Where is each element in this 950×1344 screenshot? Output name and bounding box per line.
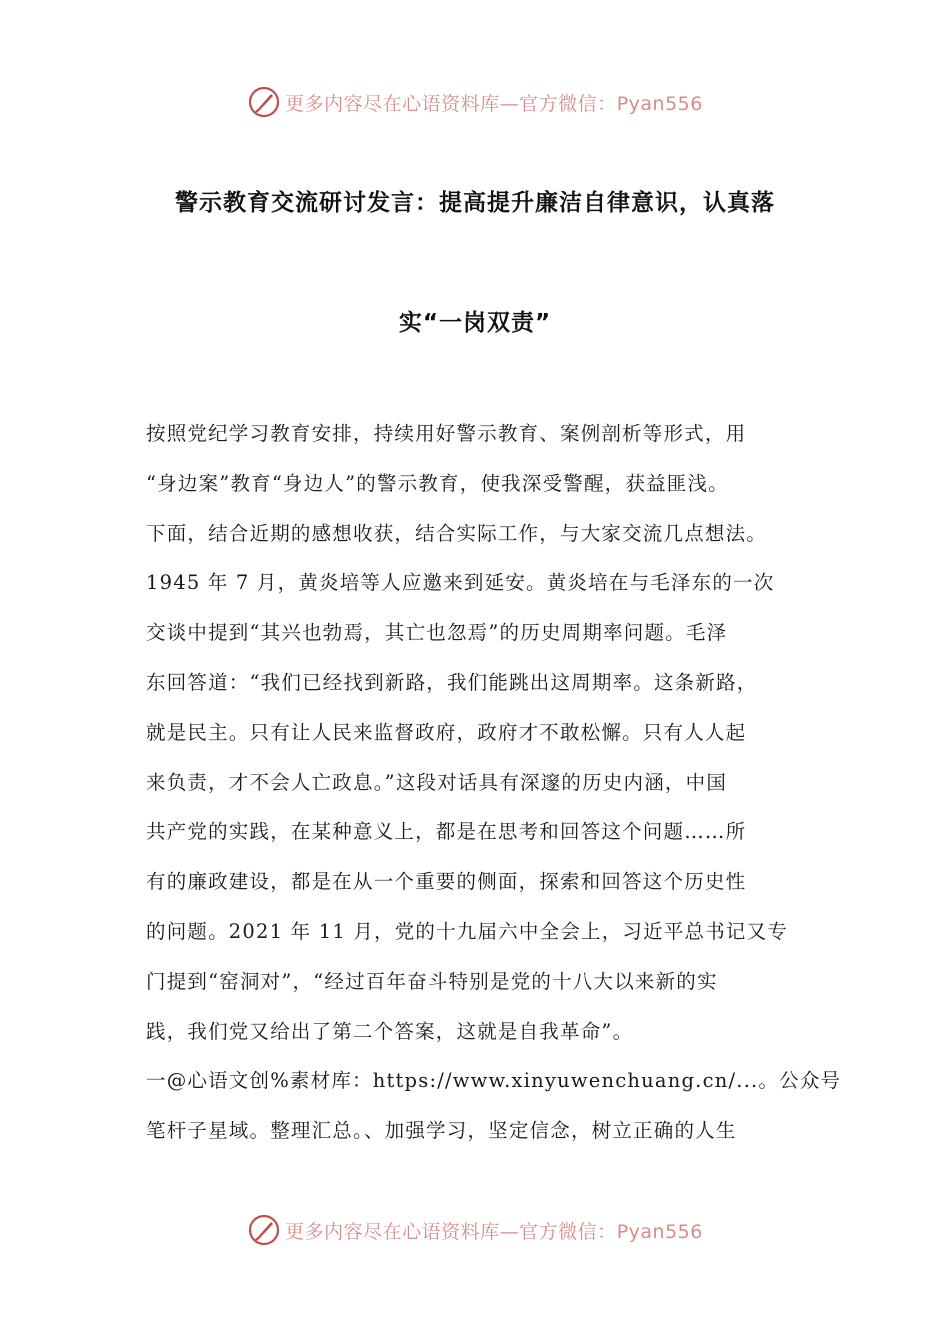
banner-text bbox=[285, 1217, 703, 1244]
banner-brand: 更多内容尽在心语资料库 bbox=[285, 92, 500, 115]
banner-wechat-id: Pyan556 bbox=[616, 92, 703, 115]
body-line: 一@心语文创%素材库：https://www.xinyuwenchuang.cn/...。公众号 bbox=[146, 1069, 842, 1093]
body-line: 笔杆子星域。整理汇总。、加强学习，坚定信念，树立正确的人生 bbox=[146, 1119, 737, 1143]
body-text bbox=[146, 418, 842, 1165]
banner-brand: 更多内容尽在心语资料库 bbox=[285, 1220, 500, 1243]
header-banner bbox=[0, 82, 950, 122]
document-title-line-2: 实“一岗双责” bbox=[398, 310, 552, 336]
quill-logo-icon bbox=[247, 1213, 281, 1247]
body-line: 1945 年 7 月，黄炎培等人应邀来到延安。黄炎培在与毛泽东的一次 bbox=[146, 571, 775, 595]
footer-banner bbox=[0, 1210, 950, 1250]
quill-logo-icon bbox=[247, 85, 281, 119]
banner-separator: — bbox=[499, 92, 520, 115]
body-line: 共产党的实践，在某种意义上，都是在思考和回答这个问题……所 bbox=[146, 820, 747, 844]
body-line: 就是民主。只有让人民来监督政府，政府才不敢松懈。只有人人起 bbox=[146, 720, 747, 744]
banner-wechat-id: Pyan556 bbox=[616, 1220, 703, 1243]
banner-text bbox=[285, 89, 703, 116]
body-line: 交谈中提到“其兴也勃焉，其亡也忽焉”的历史周期率问题。毛泽 bbox=[146, 621, 728, 645]
banner-label: 官方微信： bbox=[519, 92, 617, 115]
body-line: 东回答道：“我们已经找到新路，我们能跳出这周期率。这条新路， bbox=[146, 670, 758, 694]
body-line: 来负责，才不会人亡政息。”这段对话具有深邃的历史内涵，中国 bbox=[146, 770, 728, 794]
body-line: 的问题。2021 年 11 月，党的十九届六中全会上，习近平总书记又专 bbox=[146, 919, 789, 943]
body-line: 按照党纪学习教育安排，持续用好警示教育、案例剖析等形式，用 bbox=[146, 422, 747, 445]
banner-label: 官方微信： bbox=[519, 1220, 617, 1243]
body-line: 践，我们党又给出了第二个答案，这就是自我革命”。 bbox=[146, 1019, 634, 1043]
body-line: “身边案”教育“身边人”的警示教育，使我深受警醒，获益匪浅。 bbox=[146, 471, 729, 495]
banner-separator: — bbox=[499, 1220, 520, 1243]
body-line: 有的廉政建设，都是在从一个重要的侧面，探索和回答这个历史性 bbox=[146, 870, 747, 894]
body-line: 下面，结合近期的感想收获，结合实际工作，与大家交流几点想法。 bbox=[146, 521, 768, 545]
document-title-line-1: 警示教育交流研讨发言：提高提升廉洁自律意识，认真落 bbox=[175, 190, 775, 216]
body-line: 门提到“窑洞对”，“经过百年奋斗特别是党的十八大以来新的实 bbox=[146, 969, 718, 993]
